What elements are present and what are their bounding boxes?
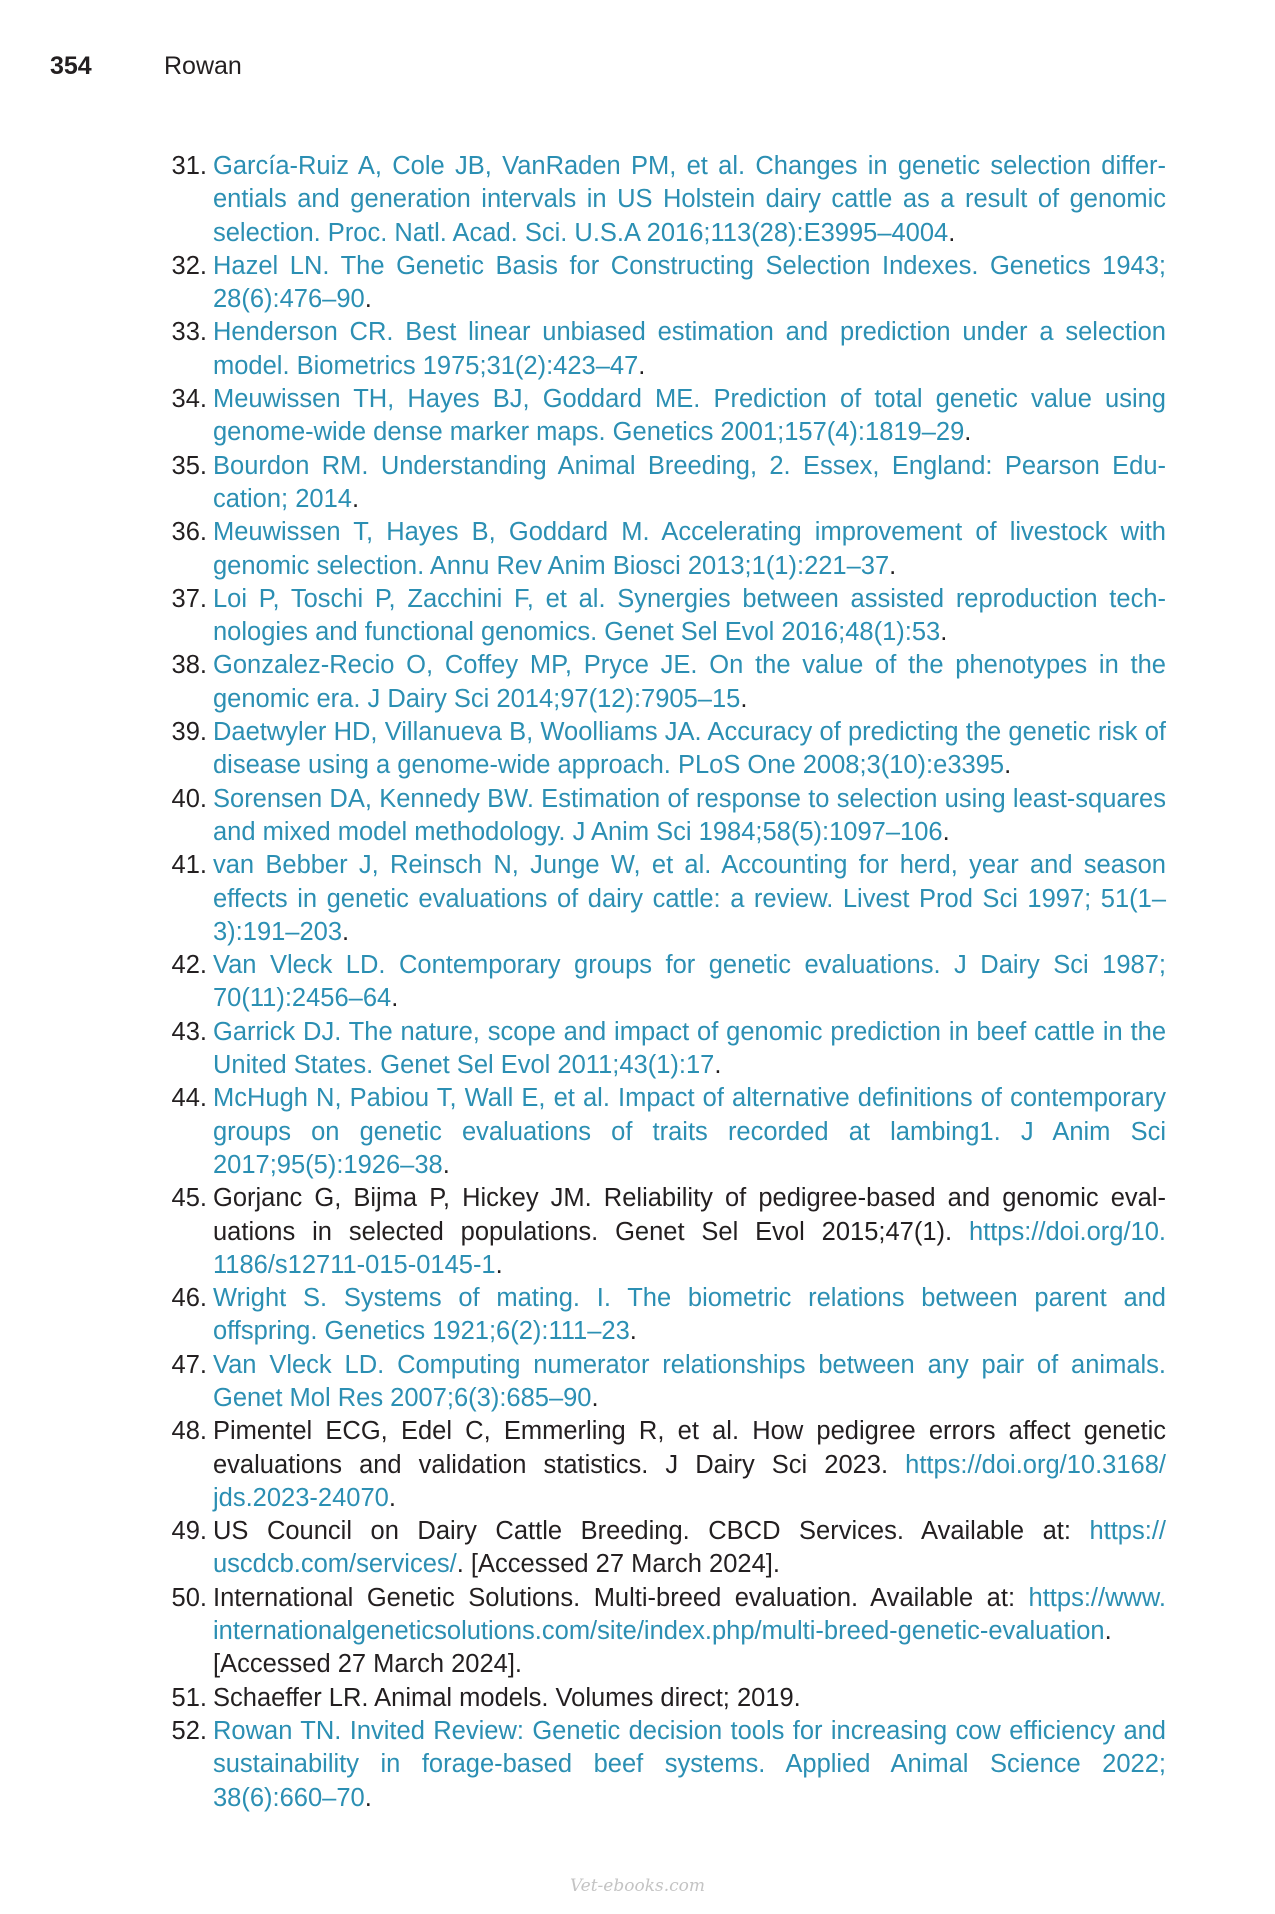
reference-link[interactable]: Wright S. Systems of mating. I. The biometric relations between parent and offspring. Genetics 1921;6(2):111–23 [213,1284,1166,1346]
reference-text: US Council on Dairy Cattle Breeding. CBCD Services. Available at: [213,1517,1090,1546]
reference-link[interactable]: https://doi.org/10.3168/​jds.2023-24070 [213,1450,1166,1512]
reference-text: . [1004,751,1012,780]
reference-number: 48. [171,1417,207,1446]
reference-list [165,150,1166,1815]
reference-text: . [740,684,748,713]
reference-number: 41. [171,851,207,880]
reference-link[interactable]: Meuwissen TH, Hayes BJ, Goddard ME. Prediction of total genetic value using genome-wide dense marker maps. Genetics 2001;157(4):1819–29 [213,385,1166,447]
reference-number: 45. [171,1184,207,1213]
reference-item [165,150,1166,250]
reference-number: 36. [171,518,207,547]
reference-text: . [Accessed 27 March 2024]. [456,1550,780,1579]
page-header [50,52,242,81]
reference-link[interactable]: Gonzalez-Recio O, Coffey MP, Pryce JE. On the value of the phenotypes in the genomic era. J Dairy Sci 2014;97(12):7905–15 [213,651,1166,713]
reference-link[interactable]: Sorensen DA, Kennedy BW. Estimation of response to selection using least-squares and mixed model methodology. J Anim Sci 1984;58(5):1097–106 [213,784,1166,846]
reference-number: 32. [171,251,207,280]
reference-link[interactable]: van Bebber J, Reinsch N, Junge W, et al. Accounting for herd, year and season effects in genetic evaluations of dairy cattle: a review. Livest Prod Sci 1997; 51(1–3):191–203 [213,851,1166,946]
watermark-logo: Vet-ebooks.com [569,1876,706,1896]
reference-item [165,1082,1166,1182]
reference-item [165,450,1166,517]
reference-link[interactable]: https://www.​internationalgeneticsolutions.com/site/index.php/multi-breed-genetic-evaluation [213,1583,1166,1646]
reference-text: . [940,618,948,647]
reference-item [165,1182,1166,1282]
reference-item [165,516,1166,583]
reference-number: 39. [171,718,207,747]
reference-link[interactable]: Garrick DJ. The nature, scope and impact of genomic prediction in beef cattle in the United States. Genet Sel Evol 2011;43(1):17 [213,1017,1166,1080]
reference-link[interactable]: Van Vleck LD. Computing numerator relationships between any pair of animals. Genet Mol Res 2007;6(3):685–90 [213,1350,1166,1412]
reference-text: . [364,285,372,314]
running-head: Rowan [164,52,242,80]
reference-number: 46. [171,1284,207,1313]
reference-item [165,1682,1166,1715]
reference-text: . [495,1250,503,1279]
reference-text: . [629,1317,637,1346]
reference-item [165,1016,1166,1083]
reference-link[interactable]: García-Ruiz A, Cole JB, VanRaden PM, et al. Changes in genetic selection differentials and generation intervals in US Holstein dairy cattle as a result of genomic selection. Proc. Natl. Acad. Sci. U.S.A 2016;113(28):E3995–4004 [213,152,1166,247]
reference-link[interactable]: Hazel LN. The Genetic Basis for Constructing Selection Indexes. Genetics 1943; 28(6):476–90 [213,251,1166,314]
reference-item [165,849,1166,949]
reference-item [165,1515,1166,1582]
reference-item [165,1582,1166,1682]
reference-text: . [342,917,350,946]
reference-text: . [364,1783,372,1812]
reference-link[interactable]: Bourdon RM. Understanding Animal Breeding, 2. Essex, England: Pearson Education; 2014 [213,451,1166,513]
reference-item [165,783,1166,850]
reference-number: 43. [171,1017,207,1046]
reference-link[interactable]: Van Vleck LD. Contemporary groups for genetic evaluations. J Dairy Sci 1987; 70(11):2456–64 [213,951,1166,1013]
reference-item [165,316,1166,383]
reference-text: . [Accessed 27 March 2024]. [213,1617,1112,1679]
reference-item [165,949,1166,1016]
reference-link[interactable]: Daetwyler HD, Villanueva B, Woolliams JA. Accuracy of predicting the genetic risk of disease using a genome-wide approach. PLoS One 2008;3(10):e3395 [213,718,1166,780]
reference-item [165,649,1166,716]
reference-text: . [948,218,956,247]
reference-text: . [591,1383,599,1412]
reference-text: . [889,551,897,580]
reference-number: 50. [171,1583,207,1612]
reference-text: . [942,817,950,846]
reference-number: 34. [171,385,207,414]
reference-item [165,1349,1166,1416]
reference-number: 37. [171,584,207,613]
reference-number: 52. [171,1716,207,1745]
reference-text: . [964,418,972,447]
reference-number: 44. [171,1084,207,1113]
reference-number: 31. [171,152,207,180]
reference-number: 51. [171,1683,207,1712]
reference-number: 38. [171,651,207,680]
reference-number: 33. [171,318,207,347]
reference-text: . [442,1150,450,1179]
reference-text: Pimentel ECG, Edel C, Emmerling R, et al. How pedigree errors affect genetic evaluations and validation statistics. J Dairy Sci 2023. [213,1417,1166,1479]
reference-text: Schaeffer LR. Animal models. Volumes direct; 2019. [213,1683,801,1712]
reference-number: 35. [171,451,207,480]
reference-text: . [391,984,399,1013]
reference-number: 40. [171,784,207,813]
reference-link[interactable]: Henderson CR. Best linear unbiased estimation and prediction under a selection model. Biometrics 1975;31(2):423–47 [213,318,1166,380]
reference-link[interactable]: Rowan TN. Invited Review: Genetic decision tools for increasing cow efficiency and sustainability in forage-based beef systems. Applied Animal Science 2022; 38(6):660–70 [213,1716,1166,1812]
reference-number: 49. [171,1517,207,1546]
reference-item [165,1415,1166,1515]
reference-text: . [714,1051,722,1080]
reference-text: Gorjanc G, Bijma P, Hickey JM. Reliability of pedigree-based and genomic evaluations in selected populations. Genet Sel Evol 2015;47(1). [213,1184,1166,1246]
reference-item [165,1715,1166,1815]
reference-number: 42. [171,951,207,980]
reference-number: 47. [171,1350,207,1379]
reference-item [165,716,1166,783]
reference-text: International Genetic Solutions. Multi-breed evaluation. Available at: [213,1583,1029,1612]
reference-item [165,583,1166,650]
reference-link[interactable]: https://​uscdcb.com/services/ [213,1517,1166,1579]
reference-item [165,1282,1166,1349]
reference-text: . [351,484,360,513]
reference-link[interactable]: Loi P, Toschi P, Zacchini F, et al. Synergies between assisted reproduction technologies and functional genomics. Genet Sel Evol 2016;48(1):53 [213,584,1166,647]
reference-link[interactable]: Meuwissen T, Hayes B, Goddard M. Accelerating improvement of livestock with genomic selection. Annu Rev Anim Biosci 2013;1(1):221–37 [213,518,1166,580]
reference-link[interactable]: McHugh N, Pabiou T, Wall E, et al. Impact of alternative definitions of contemporary groups on genetic evaluations of traits recorded at lambing1. J Anim Sci 2017;95(5):1926–38 [213,1084,1166,1179]
reference-text: . [388,1483,396,1512]
reference-item [165,250,1166,317]
page-number: 354 [50,52,92,80]
reference-link[interactable]: https://doi.org/10.​1186/s12711-015-0145-1 [213,1217,1166,1279]
reference-text: . [638,351,646,380]
reference-item [165,383,1166,450]
